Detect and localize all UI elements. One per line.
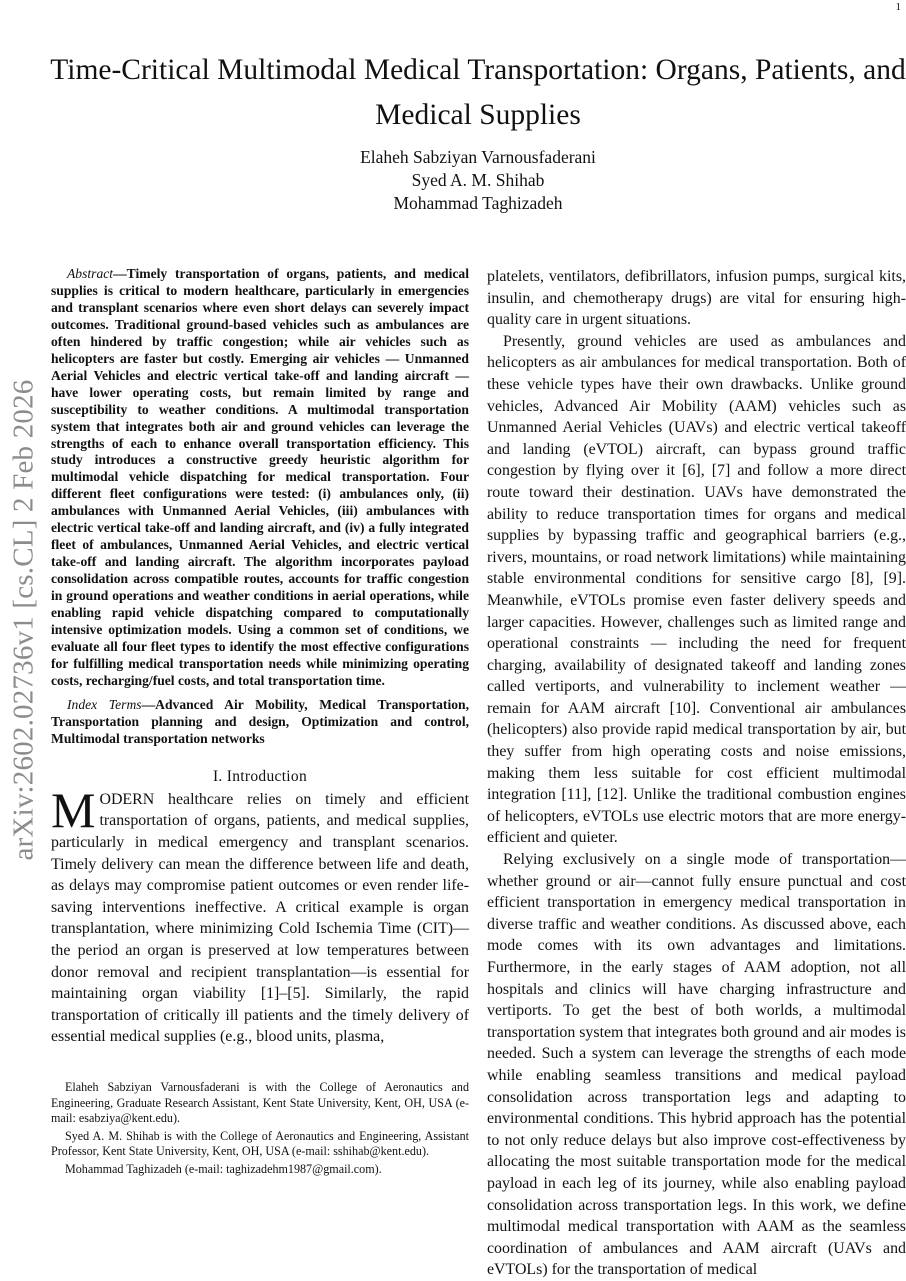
footnotes bbox=[51, 1080, 469, 1180]
paper-title: Time-Critical Multimodal Medical Transportation: Organs, Patients, and Medical Supplies bbox=[50, 54, 906, 131]
intro-paragraph-1 bbox=[51, 781, 469, 1048]
index-terms bbox=[51, 696, 469, 747]
footnote-author-3: Mohammad Taghizadeh (e-mail: taghizadehm1987@gmail.com). bbox=[65, 1161, 382, 1176]
arxiv-identifier-stamp bbox=[4, 340, 44, 900]
page-number: 1 bbox=[895, 1, 901, 13]
footnote-author-1: Elaheh Sabziyan Varnousfaderani is with the College of Aeronautics and Engineering, Graduate Research Assistant, Kent State University, Kent, OH, USA (e-mail: esabziya@kent.edu). bbox=[51, 1080, 469, 1126]
author-1: Elaheh Sabziyan Varnousfaderani bbox=[360, 147, 596, 167]
abstract bbox=[51, 266, 469, 690]
abstract-label: Abstract bbox=[67, 266, 114, 281]
author-list bbox=[50, 146, 906, 215]
index-terms-text: —Advanced Air Mobility, Medical Transportation, Transportation planning and design, Optimization and control, Multimodal transportation networks bbox=[51, 696, 469, 746]
intro-paragraph-2: Presently, ground vehicles are used as ambulances and helicopters as air ambulances for medical transportation. Both of these vehicle types have their own drawbacks. Unlike ground vehicles, Advanced Air Mobility (AAM) vehicles such as Unmanned Aerial Vehicles (UAVs) and electric vertical takeoff and landing (eVTOL) aircraft, can bypass ground traffic congestion by flying over it [6], [7] and follow a more direct route toward their destination. UAVs have demonstrated the ability to reduce transportation times for organs and medical supplies by bypassing traffic and geographical barriers (e.g., rivers, mountains, or road network limitations) while maintaining stable environmental conditions for sensitive cargo [8], [9]. Meanwhile, eVTOLs promise even faster delivery speeds and larger capacities. However, challenges such as limited range and operational constraints — including the need for frequent charging, availability of designated takeoff and landing zones called vertiports, and vulnerability to inclement weather — remain for AAM aircraft [10]. Conventional air ambulances (helicopters) also provide rapid medical transportation by air, but they suffer from high operating costs and noise emissions, making them less suitable for cost efficient multimodal integration [11], [12]. Unlike the traditional combustion engines of helicopters, eVTOLs use electric motors that are more energy-efficient and quieter. bbox=[487, 332, 906, 847]
index-terms-label: Index Terms bbox=[67, 696, 142, 712]
intro-first-word: ODERN bbox=[99, 790, 155, 808]
arxiv-identifier-text: arXiv:2602.02736v1 [cs.CL] 2 Feb 2026 bbox=[7, 379, 40, 861]
section-heading-introduction: I. Introduction bbox=[212, 767, 308, 785]
intro-paragraph-3: Relying exclusively on a single mode of transportation—whether ground or air—cannot fully ensure punctual and cost efficient transportation in emergency medical transportation in diverse traffic and weather conditions. As discussed above, each mode comes with its own advantages and limitations. Furthermore, in the early stages of AAM adoption, not all hospitals and clinics will have charging infrastructure and vertiports. To get the best of both worlds, a multimodal transportation system that integrates both ground and air modes is needed. Such a system can leverage the strengths of each mode while enabling seamless transitions and medical payload consolidation across transportation legs and adapting to environmental conditions. This hybrid approach has the potential to not only reduce delays but also improve cost-effectiveness by allocating the most suitable transportation mode for the medical payload in each leg of its journey, while also enabling payload consolidation across transportation legs. In this work, we define multimodal medical transportation with AAM as the seamless coordination of ambulances and AAM aircraft (UAVs and eVTOLs) for the transportation of medical bbox=[487, 851, 906, 1279]
author-3: Mohammad Taghizadeh bbox=[393, 193, 563, 213]
intro-paragraph-1-text: healthcare relies on timely and efficient transportation of organs, patients, and medical supplies, particularly in medical emergency and transplant scenarios. Timely delivery can mean the difference between life and death, as delays may compromise patient outcomes or even render life-saving interventions ineffective. A critical example is organ transplantation, where minimizing Cold Ischemia Time (CIT)—the period an organ is preserved at low temperatures between donor removal and recipient transplantation—is essential for maintaining organ viability [1]–[5]. Similarly, the rapid transportation of critically ill patients and the timely delivery of essential medical supplies (e.g., blood units, plasma, bbox=[51, 790, 469, 1046]
right-column bbox=[487, 266, 906, 1281]
left-column bbox=[51, 266, 469, 1048]
abstract-text: —Timely transportation of organs, patients, and medical supplies is critical to modern healthcare, particularly in emergencies and transplant scenarios where even short delays can severely impact outcomes. Traditional ground-based vehicles such as ambulances are often hindered by traffic congestion; while air vehicles such as helicopters are faster but costly. Emerging air vehicles — Unmanned Aerial Vehicles and electric vertical take-off and landing aircraft — have lower operating costs, but remain limited by range and susceptibility to weather conditions. A multimodal transportation system that integrates both air and ground vehicles can leverage the strengths of each to enhance overall transportation efficiency. This study introduces a constructive greedy heuristic algorithm for multimodal vehicle dispatching for medical transportation. Four different fleet configurations were tested: (i) ambulances only, (ii) ambulances with Unmanned Aerial Vehicles, (iii) ambulances with electric vertical take-off and landing aircraft, and (iv) a fully integrated fleet of ambulances, Unmanned Aerial Vehicles, and electric vertical take-off and landing aircraft. The algorithm incorporates payload consolidation across compatible routes, accounts for traffic congestion in ground operations and weather conditions in aerial operations, while enabling rapid vehicle dispatching compared to computationally intensive optimization models. Using a common set of conditions, we evaluate all four fleet types to identify the most effective configurations for fulfilling medical transportation needs while minimizing operating costs, recharging/fuel costs, and total transportation time. bbox=[51, 266, 469, 688]
author-2: Syed A. M. Shihab bbox=[411, 170, 545, 190]
drop-cap: M bbox=[51, 781, 96, 838]
footnote-author-2: Syed A. M. Shihab is with the College of Aeronautics and Engineering, Assistant Professor, Kent State University, Kent, OH, USA (e-mail: sshihab@kent.edu). bbox=[51, 1128, 469, 1159]
intro-paragraph-1-continued: platelets, ventilators, defibrillators, infusion pumps, surgical kits, insulin, and chemotherapy drugs) are vital for ensuring high-quality care in urgent situations. bbox=[487, 268, 906, 329]
